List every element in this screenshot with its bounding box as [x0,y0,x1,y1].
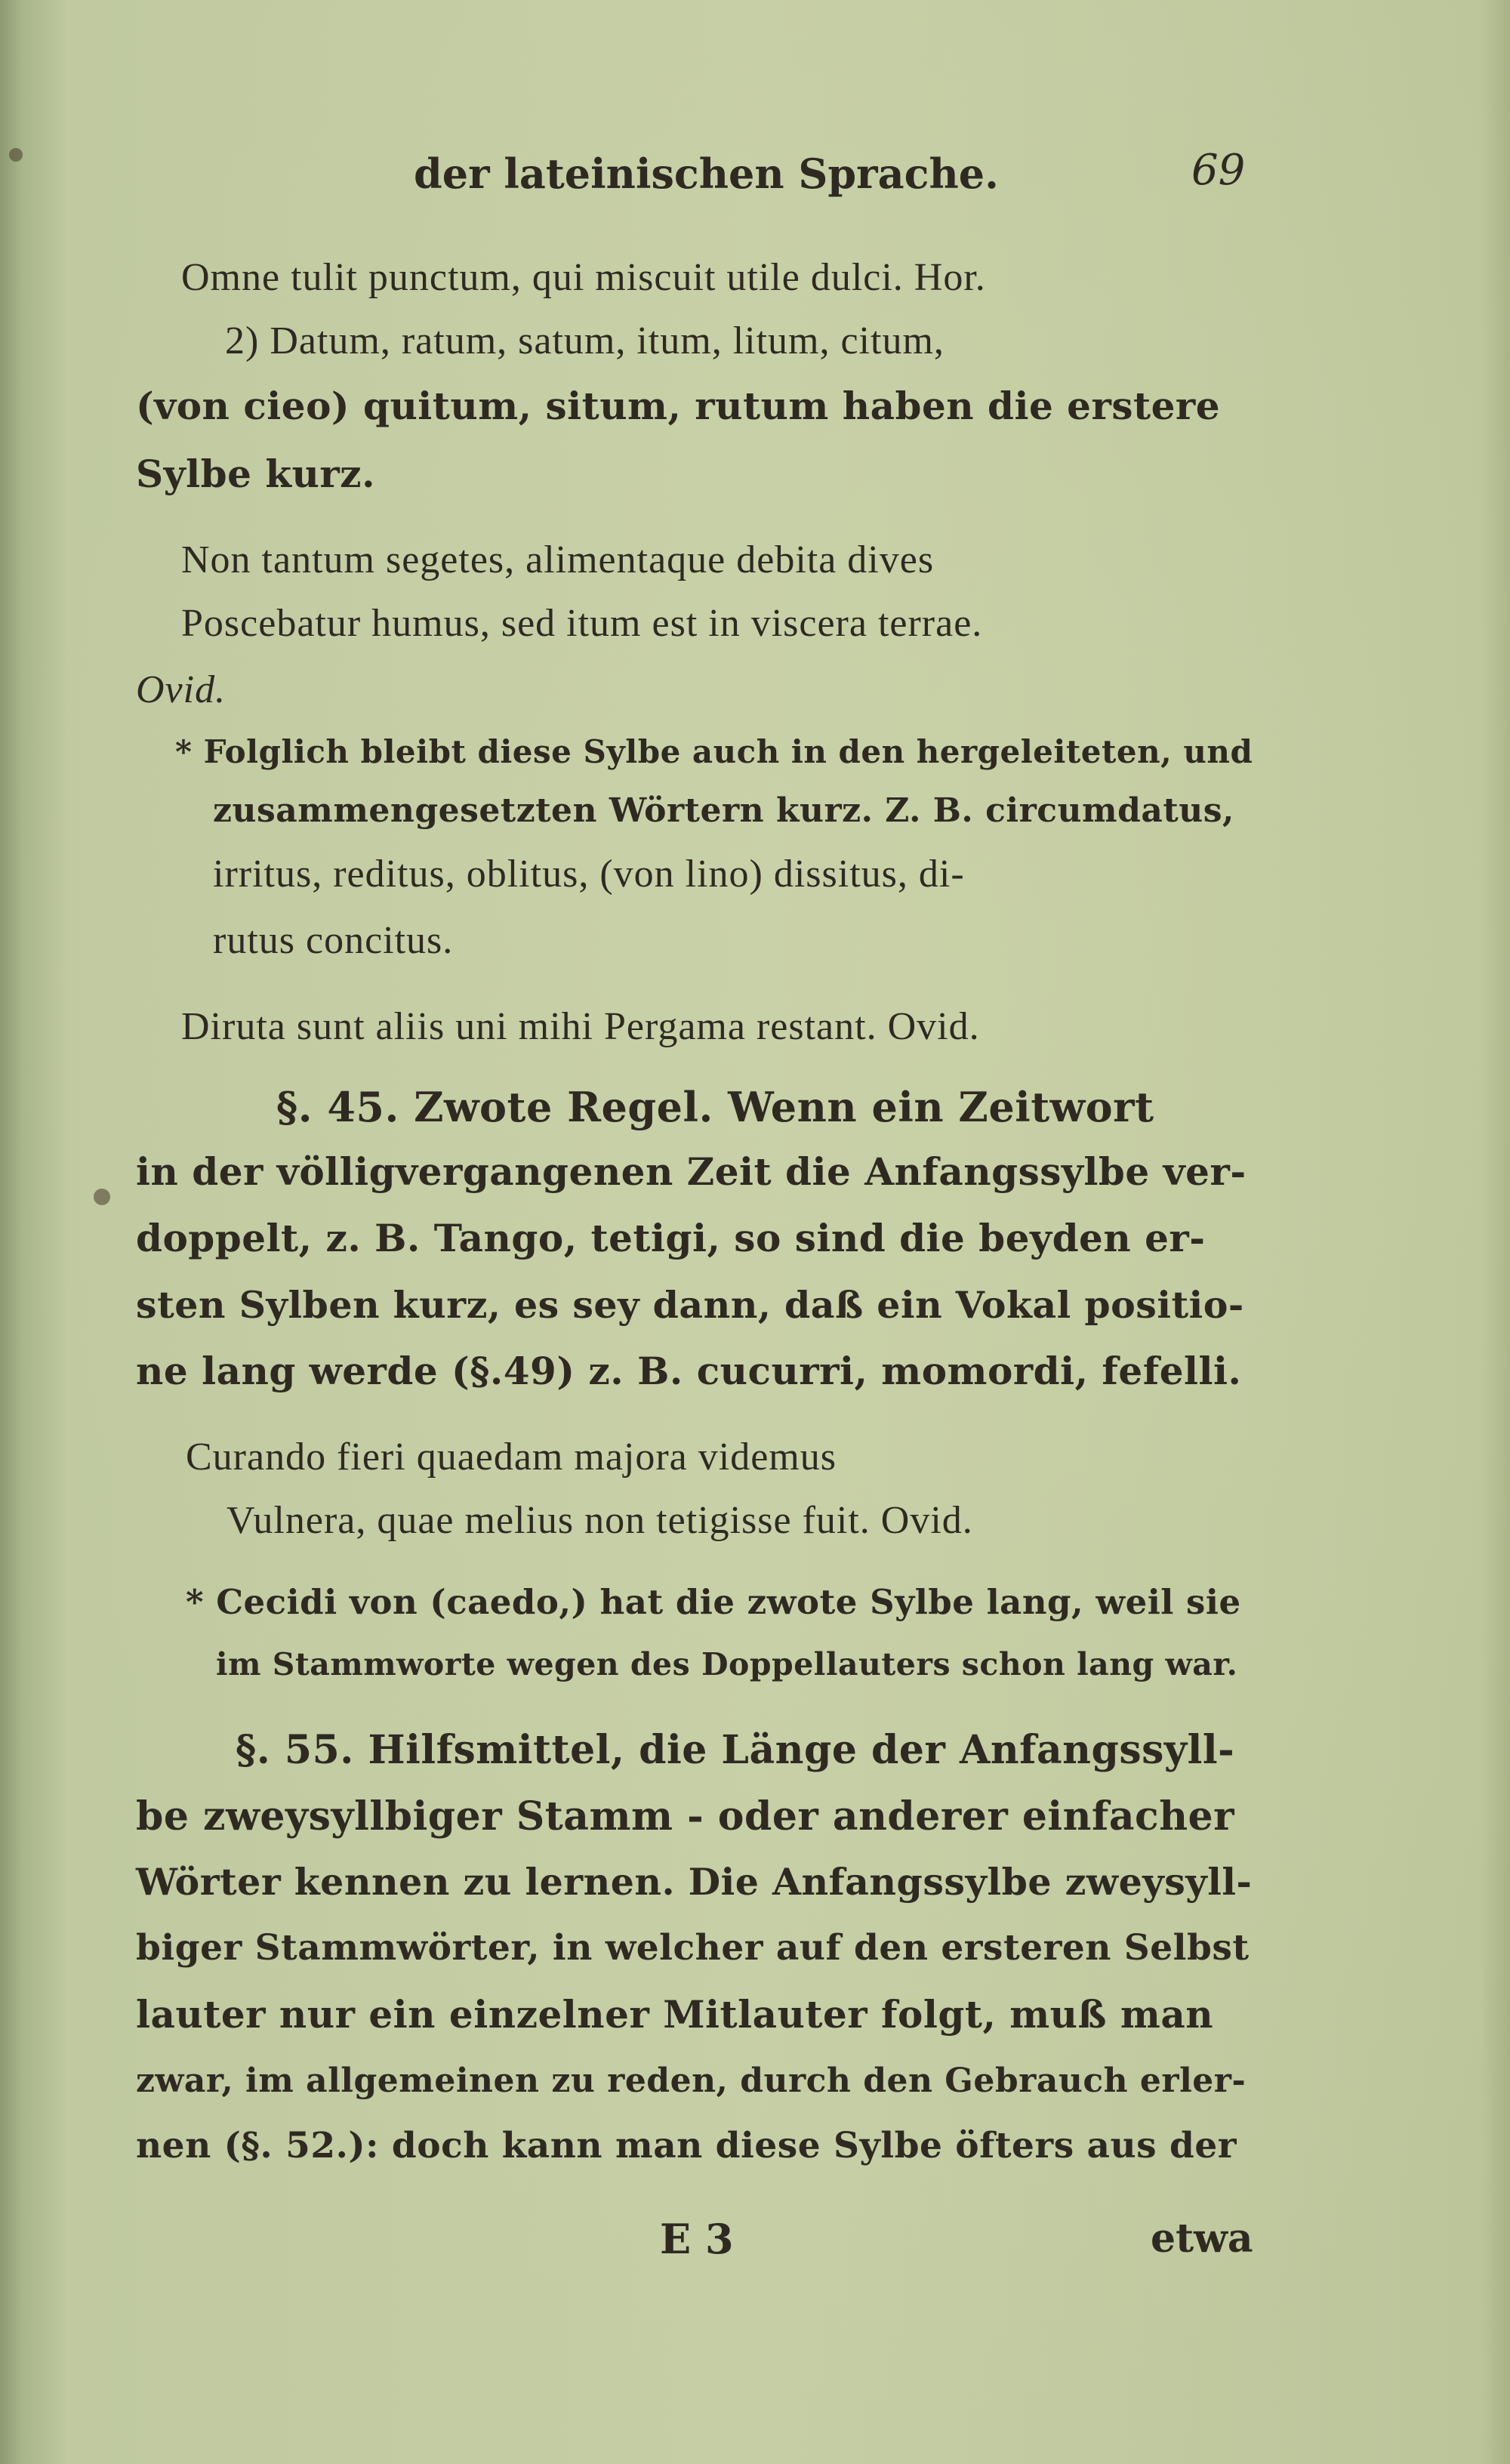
running-title: der lateinischen Sprache. [414,150,999,198]
verse-line: Vulnera, quae melius non tetigisse fuit. Ovid. [226,1499,973,1542]
text-line: lauter nur ein einzelner Mitlauter folgt, muß man [136,1992,1214,2037]
verse-line: Non tantum segetes, alimentaque debita dives [181,538,935,581]
verse-line: Omne tulit punctum, qui miscuit utile dulci. Hor. [181,256,986,299]
text-line: (von cieo) quitum, situm, rutum haben die erstere [136,384,1221,428]
verse-line: Diruta sunt aliis uni mihi Pergama restant. Ovid. [181,1005,980,1048]
text-line: 2) Datum, ratum, satum, itum, litum, citum, [225,319,945,362]
signature-mark: E 3 [660,2215,734,2263]
ink-spot [9,148,23,162]
text-line: Sylbe kurz. [136,452,375,496]
note-line: im Stammworte wegen des Doppellauters schon lang war. [216,1646,1238,1682]
text-line: in der völligvergangenen Zeit die Anfangssylbe ver- [136,1149,1247,1194]
text-line: be zweysyllbiger Stamm - oder anderer einfacher [136,1793,1234,1840]
ink-spot [94,1189,110,1205]
note-line: * Folglich bleibt diese Sylbe auch in den hergeleiteten, und [175,733,1253,770]
text-line: Wörter kennen zu lernen. Die Anfangssylbe zweysyll- [136,1860,1253,1904]
text-line: doppelt, z. B. Tango, tetigi, so sind die beyden er- [136,1216,1206,1260]
text-line: ne lang werde (§.49) z. B. cucurri, momordi, fefelli. [136,1349,1242,1393]
section-heading: §. 45. Zwote Regel. Wenn ein Zeitwort [276,1083,1154,1131]
verse-line: Curando fieri quaedam majora videmus [186,1436,837,1479]
verse-line: Poscebatur humus, sed itum est in viscera terrae. [181,602,983,645]
note-line: zusammengesetzten Wörtern kurz. Z. B. circumdatus, [213,791,1234,830]
section-heading: §. 55. Hilfsmittel, die Länge der Anfangssyll- [236,1727,1235,1773]
page-number: 69 [1191,146,1246,195]
text-line: zwar, im allgemeinen zu reden, durch den Gebrauch erler- [136,2062,1247,2100]
citation: Ovid. [136,668,226,711]
note-line: rutus concitus. [213,919,454,962]
text-line: biger Stammwörter, in welcher auf den ersteren Selbst [136,1927,1250,1969]
text-line: nen (§. 52.): doch kann man diese Sylbe öfters aus der [136,2125,1237,2166]
note-line: irritus, reditus, oblitus, (von lino) dissitus, di- [213,853,965,896]
text-line: sten Sylben kurz, es sey dann, daß ein Vokal positio- [136,1283,1244,1327]
catchword: etwa [1151,2216,1253,2262]
note-line: * Cecidi von (caedo,) hat die zwote Sylbe lang, weil sie [186,1582,1241,1622]
